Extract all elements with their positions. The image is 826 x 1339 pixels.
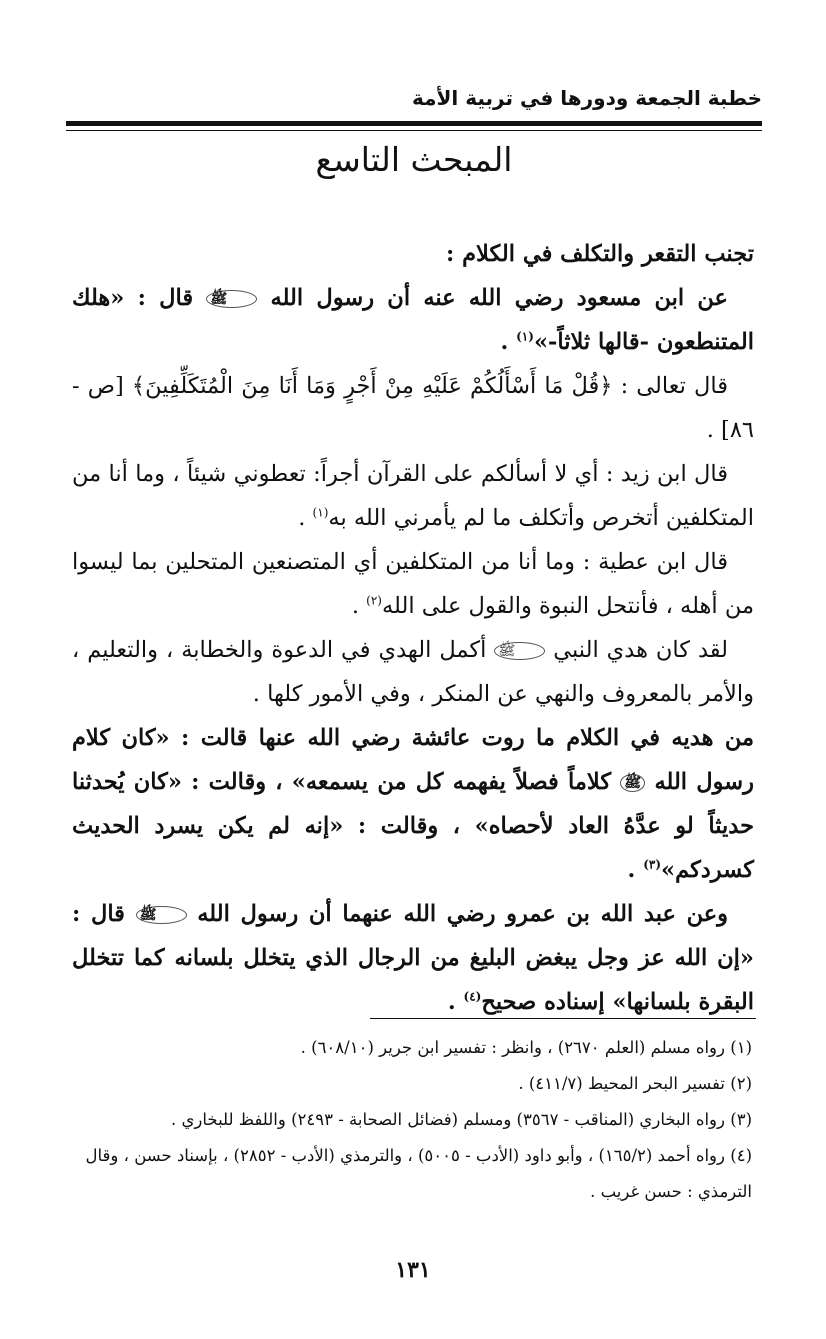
p6-part-b: كلاماً فصلاً يفهمه كل من يسمعه» ، وقالت : «كان يُحدثنا حديثاً لو عدَّهُ العاد لأحصاه» ، وقالت : «إنه لم يكن يسرد الحديث كسردكم» (72, 769, 754, 883)
header-rule-thick (66, 121, 762, 126)
p4-end: . (351, 593, 367, 619)
footnotes (72, 1030, 752, 1210)
footnote-ref: (٢) (366, 593, 382, 608)
chapter-title: المبحث التاسع (315, 140, 513, 179)
footnote-separator (370, 1018, 756, 1019)
p1-end: . (500, 329, 517, 355)
p1-part-a: عن ابن مسعود رضي الله عنه أن رسول الله (270, 285, 728, 311)
sallam-glyph-icon: ﷺ (620, 774, 645, 792)
body-text (72, 232, 754, 1024)
paragraph-abdullah-hadith (72, 892, 754, 1024)
p2-text: قال تعالى : ﴿قُلْ مَا أَسْأَلُكُمْ عَلَيْهِ مِنْ أَجْرٍ وَمَا أَنَا مِنَ الْمُتَكَلِّفِينَ﴾ [ص - ٨٦] . (72, 373, 754, 443)
running-header: خطبة الجمعة ودورها في تربية الأمة (412, 86, 762, 110)
footnote-1: (١) رواه مسلم (العلم ٢٦٧٠) ، وانظر : تفسير ابن جرير (٦٠٨/١٠) . (300, 1038, 752, 1057)
sallam-glyph-icon: ﷺ (494, 642, 545, 660)
footnote-2: (٢) تفسير البحر المحيط (٤١١/٧) . (518, 1074, 752, 1093)
p1-part-b: قال : «هلك المتنطعون -قالها ثلاثاً-» (72, 285, 754, 355)
footnote-ref: (٤) (463, 989, 482, 1004)
paragraph-ibn-zayd (72, 452, 754, 540)
p3-end: . (298, 505, 313, 531)
paragraph-prophet-guidance (72, 628, 754, 716)
paragraph-quran-verse (72, 364, 754, 452)
footnote-3: (٣) رواه البخاري (المناقب - ٣٥٦٧) ومسلم (فضائل الصحابة - ٢٤٩٣) واللفظ للبخاري . (171, 1110, 752, 1129)
paragraph-hadith-ibn-masud (72, 276, 754, 364)
header-rule-thin (66, 130, 762, 131)
sallam-glyph-icon: ﷺ (206, 290, 257, 308)
footnote-ref: (١) (312, 505, 329, 520)
p7-part-b: قال : «إن الله عز وجل يبغض البليغ من الرجال الذي يتخلل بلسانه كما تتخلل البقرة بلسانها» إسناده صحيح (72, 901, 754, 1015)
p5-part-b: أكمل الهدي في الدعوة والخطابة ، والتعليم ، والأمر بالمعروف والنهي عن المنكر ، وفي الأمور كلها . (72, 637, 754, 707)
p4-text: قال ابن عطية : وما أنا من المتكلفين أي المتصنعين المتحلين بما ليسوا من أهله ، فأنتحل النبوة والقول على الله (72, 549, 754, 619)
p7-part-a: وعن عبد الله بن عمرو رضي الله عنهما أن رسول الله (197, 901, 728, 927)
footnote-4: (٤) رواه أحمد (١٦٥/٢) ، وأبو داود (الأدب - ٥٠٠٥) ، والترمذي (الأدب - ٢٨٥٢) ، بإسناد حسن ، وقال الترمذي : حسن غريب . (85, 1146, 752, 1201)
footnote-ref: (١) (516, 329, 534, 344)
section-heading: تجنب التقعر والتكلف في الكلام : (445, 241, 754, 267)
paragraph-aisha-hadith (72, 716, 754, 892)
p6-part-a: من هديه في الكلام ما روت عائشة رضي الله عنها قالت : «كان كلام رسول الله (72, 725, 754, 795)
page-number: ١٣١ (395, 1257, 431, 1283)
p5-part-a: لقد كان هدي النبي (553, 637, 728, 663)
p6-end: . (627, 857, 644, 883)
footnote-ref: (٣) (643, 857, 662, 872)
paragraph-ibn-atiyya (72, 540, 754, 628)
p3-text: قال ابن زيد : أي لا أسألكم على القرآن أجراً: تعطوني شيئاً ، وما أنا من المتكلفين أتخرص وأتكلف ما لم يأمرني الله به (72, 461, 754, 531)
p7-end: . (447, 989, 464, 1015)
sallam-glyph-icon: ﷺ (136, 906, 187, 924)
